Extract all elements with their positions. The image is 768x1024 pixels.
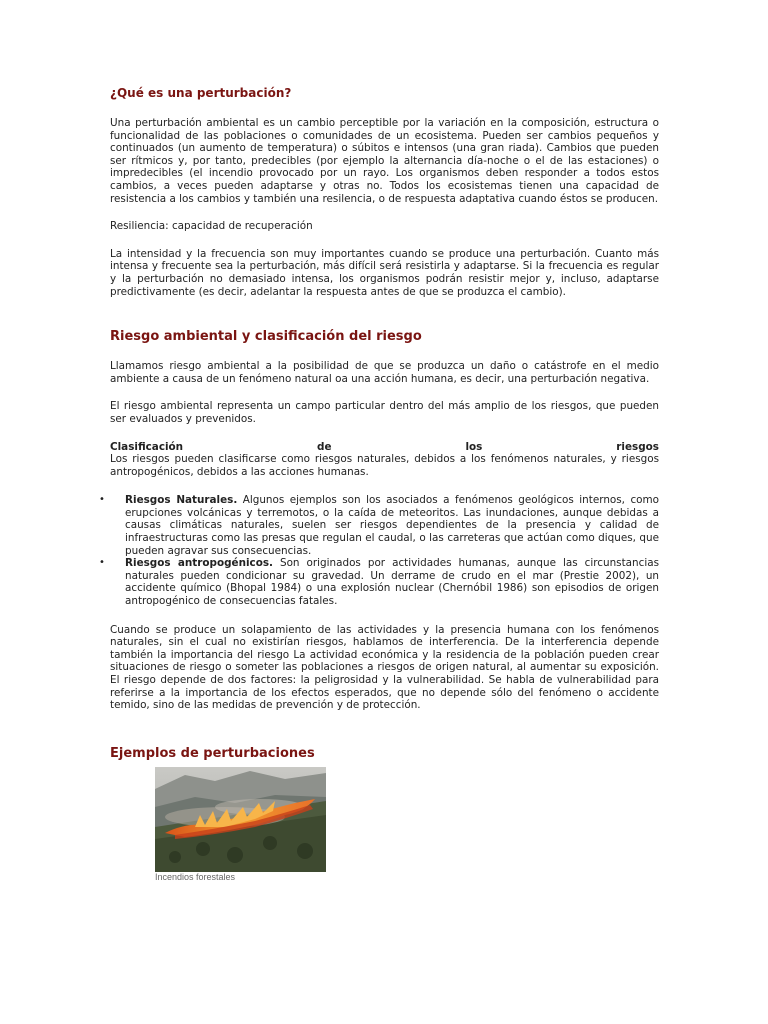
bullet-icon: •	[99, 557, 105, 569]
clasificacion-word: riesgos	[616, 440, 659, 453]
list-item-term: Riesgos Naturales.	[125, 494, 238, 507]
paragraph-campo-riesgos: El riesgo ambiental representa un campo particular dentro del más amplio de los riesgos, que pueden ser evaluados y prevenidos.	[110, 400, 659, 425]
figure-caption: Incendios forestales	[155, 871, 236, 882]
section-title-perturbacion: ¿Qué es una perturbación?	[110, 86, 292, 100]
wildfire-figure	[155, 767, 326, 882]
clasificacion-word: Clasificación	[110, 440, 184, 453]
paragraph-riesgo-ambiental: Llamamos riesgo ambiental a la posibilidad de que se produzca un daño o catástrofe en el medio ambiente a causa de un fenómeno natural oa una acción humana, es decir, una perturbación negativa.	[110, 360, 659, 385]
paragraph-interferencia: Cuando se produce un solapamiento de las actividades y la presencia humana con los fenómenos naturales, sin el cual no existirían riesgos, hablamos de interferencia. De la interferencia depende también la importancia del riesgo La actividad económica y la residencia de la población pueden crear situaciones de riesgo o someter las poblaciones a riesgos de origen natural, al aumentar su exposición. El riesgo depende de dos factores: la peligrosidad y la vulnerabilidad. Se habla de vulnerabilidad para referirse a la importancia de los efectos esperados, que no depende sólo del fenómeno o accidente temido, sino de las medidas de prevención y de protección.	[110, 623, 659, 712]
paragraph-clasificacion: Los riesgos pueden clasificarse como riesgos naturales, debidos a los fenómenos naturales, y riesgos antropogénicos, debidos a las acciones humanas.	[110, 453, 659, 478]
clasificacion-word: de	[317, 440, 332, 453]
paragraph-resiliencia: Resiliencia: capacidad de recuperación	[110, 220, 313, 233]
risk-list	[99, 494, 659, 608]
section-title-riesgo: Riesgo ambiental y clasificación del riesgo	[110, 329, 422, 345]
clasificacion-heading	[110, 441, 659, 454]
wildfire-photo	[155, 767, 326, 872]
list-item	[99, 557, 659, 608]
document-content	[99, 86, 659, 882]
list-item-text: Son originados por actividades humanas, aunque las circunstancias naturales pueden condicionar su gravedad. Un derrame de crudo en el mar (Prestie 2002), un accidente químico (Bhopal 1984) o una explosión nuclear (Chernóbil 1986) son episodios de origen antropogénico de consecuencias fatales.	[125, 557, 659, 608]
paragraph-intensidad-frecuencia: La intensidad y la frecuencia son muy importantes cuando se produce una perturbación. Cuanto más intensa y frecuente sea la perturbación, más difícil será resistirla y adaptarse. Si la frecuencia es regular y la perturbación no demasiado intensa, los organismos podrán resistir mejor y, incluso, adaptarse predictivamente (es decir, adelantar la respuesta antes de que se produzca el cambio).	[110, 247, 659, 298]
section-title-ejemplos: Ejemplos de perturbaciones	[110, 745, 315, 761]
clasificacion-word: los	[465, 440, 483, 453]
paragraph-definicion-perturbacion: Una perturbación ambiental es un cambio perceptible por la variación en la composición, estructura o funcionalidad de las poblaciones o comunidades de un ecosistema. Pueden ser cambios pequeños y continuados (un aumento de temperatura) o súbitos e intensos (una gran riada). Cambios que pueden ser rítmicos y, por tanto, predecibles (por ejemplo la alternancia día-noche o el de las estaciones) o impredecibles (el incendio provocado por un rayo. Los organismos deben responder a todos estos cambios, a veces pueden adaptarse y otras no. Todos los ecosistemas tienen una capacidad de resistencia a los cambios y también una resilencia, o de respuesta adaptativa cuando éstos se producen.	[110, 117, 659, 205]
list-item	[99, 494, 659, 557]
bullet-icon: •	[99, 494, 105, 506]
list-item-text: Algunos ejemplos son los asociados a fenómenos geológicos internos, como erupciones volcánicas y terremotos, o la caída de meteoritos. Las inundaciones, aunque debidas a causas climáticas naturales, suelen ser riesgos dependientes de la presencia y calidad de infraestructuras como las presas que regulan el caudal, o las carreteras que actúan como diques, que pueden agravar sus consecuencias.	[125, 494, 659, 557]
list-item-term: Riesgos antropogénicos.	[125, 557, 273, 570]
